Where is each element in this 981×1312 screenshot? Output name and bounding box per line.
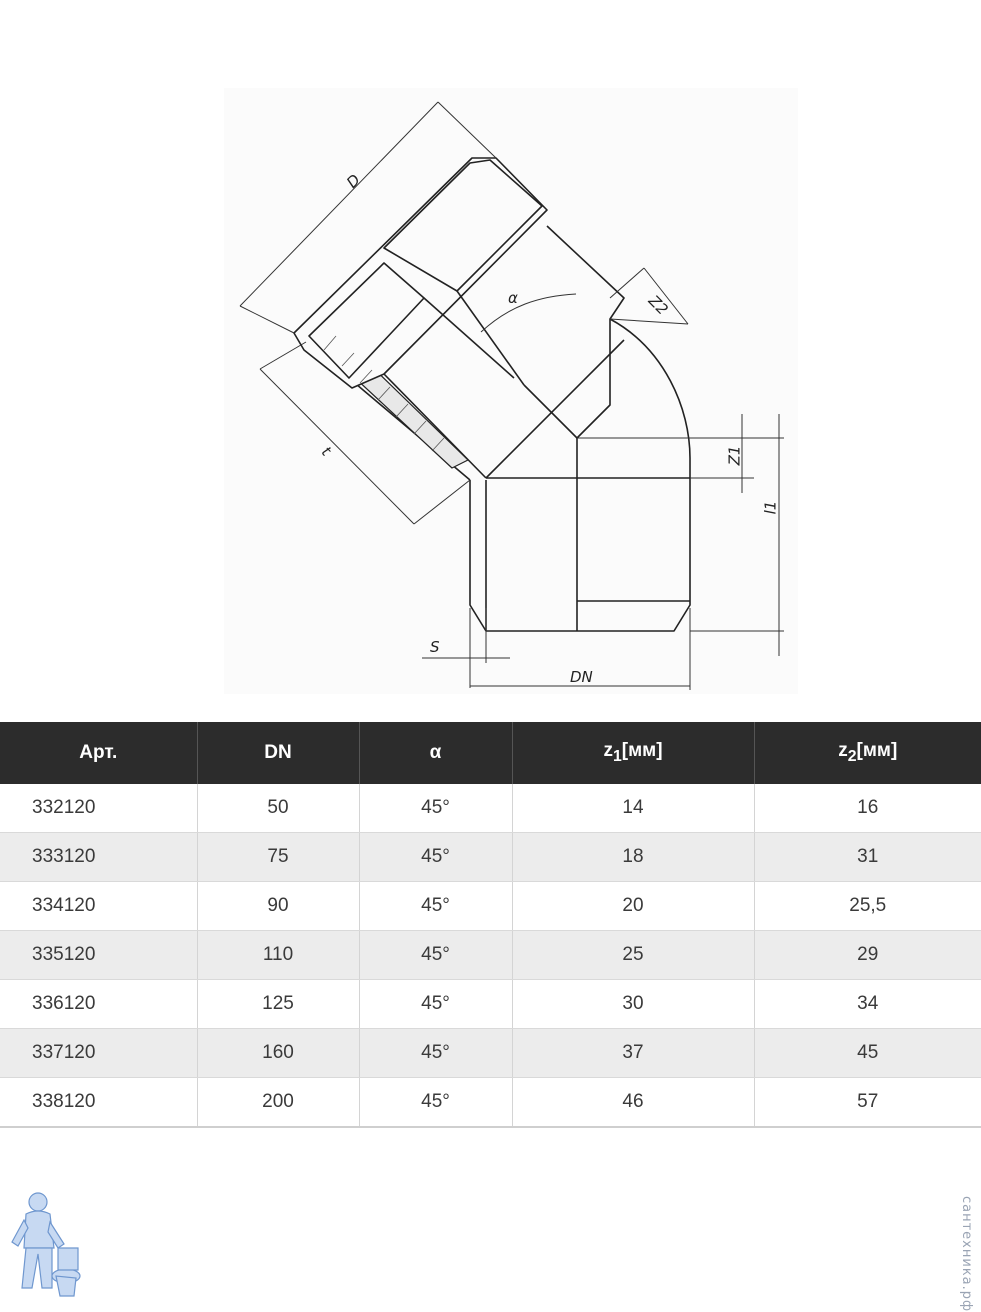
cell-article: 338120 bbox=[0, 1078, 197, 1128]
cell-z1: 46 bbox=[512, 1078, 754, 1128]
table-row bbox=[0, 1029, 981, 1078]
cell-z2: 25,5 bbox=[754, 882, 981, 931]
cell-z1: 25 bbox=[512, 931, 754, 980]
cell-z2: 31 bbox=[754, 833, 981, 882]
cell-article: 336120 bbox=[0, 980, 197, 1029]
cell-dn: 125 bbox=[197, 980, 359, 1029]
cell-z2: 45 bbox=[754, 1029, 981, 1078]
table-header-row bbox=[0, 722, 981, 784]
cell-z1: 37 bbox=[512, 1029, 754, 1078]
elbow-drawing-svg bbox=[224, 88, 798, 694]
table-row bbox=[0, 931, 981, 980]
cell-alpha: 45° bbox=[359, 833, 512, 882]
plumber-logo-icon bbox=[8, 1188, 84, 1300]
label-dn: DN bbox=[570, 668, 593, 686]
table-row bbox=[0, 784, 981, 833]
label-d: D bbox=[342, 170, 364, 192]
cell-alpha: 45° bbox=[359, 931, 512, 980]
cell-z1: 20 bbox=[512, 882, 754, 931]
outer-bend-arc bbox=[610, 319, 690, 458]
elbow-technical-drawing bbox=[224, 88, 798, 694]
cell-dn: 110 bbox=[197, 931, 359, 980]
cell-article: 334120 bbox=[0, 882, 197, 931]
table-row bbox=[0, 1078, 981, 1128]
header-z2: $z_2[мм]$ bbox=[754, 722, 981, 784]
cell-dn: 90 bbox=[197, 882, 359, 931]
cell-article: 333120 bbox=[0, 833, 197, 882]
cell-article: 335120 bbox=[0, 931, 197, 980]
cell-z1: 14 bbox=[512, 784, 754, 833]
cell-alpha: 45° bbox=[359, 980, 512, 1029]
cell-alpha: 45° bbox=[359, 882, 512, 931]
cell-alpha: 45° bbox=[359, 784, 512, 833]
cell-dn: 200 bbox=[197, 1078, 359, 1128]
header-z1: $z_1[мм]$ bbox=[512, 722, 754, 784]
cell-z1: 18 bbox=[512, 833, 754, 882]
site-watermark: сантехника.рф bbox=[959, 1196, 974, 1312]
label-t: t bbox=[317, 442, 335, 460]
lower-leg-outline bbox=[470, 458, 690, 631]
cell-dn: 50 bbox=[197, 784, 359, 833]
cell-dn: 75 bbox=[197, 833, 359, 882]
cell-alpha: 45° bbox=[359, 1029, 512, 1078]
label-l1: l1 bbox=[761, 500, 780, 515]
cell-z2: 16 bbox=[754, 784, 981, 833]
cell-dn: 160 bbox=[197, 1029, 359, 1078]
cell-z2: 57 bbox=[754, 1078, 981, 1128]
table-row bbox=[0, 882, 981, 931]
label-s: S bbox=[430, 638, 440, 656]
cell-z2: 34 bbox=[754, 980, 981, 1029]
table-row bbox=[0, 833, 981, 882]
header-dn: DN bbox=[197, 722, 359, 784]
label-z2: Z2 bbox=[644, 291, 672, 319]
spec-table bbox=[0, 722, 981, 1128]
header-article: Арт. bbox=[0, 722, 197, 784]
cell-z1: 30 bbox=[512, 980, 754, 1029]
cell-article: 332120 bbox=[0, 784, 197, 833]
label-alpha: α bbox=[508, 289, 518, 307]
header-alpha: α bbox=[359, 722, 512, 784]
cell-alpha: 45° bbox=[359, 1078, 512, 1128]
label-z1: Z1 bbox=[725, 445, 744, 466]
table-row bbox=[0, 980, 981, 1029]
cell-z2: 29 bbox=[754, 931, 981, 980]
cell-article: 337120 bbox=[0, 1029, 197, 1078]
